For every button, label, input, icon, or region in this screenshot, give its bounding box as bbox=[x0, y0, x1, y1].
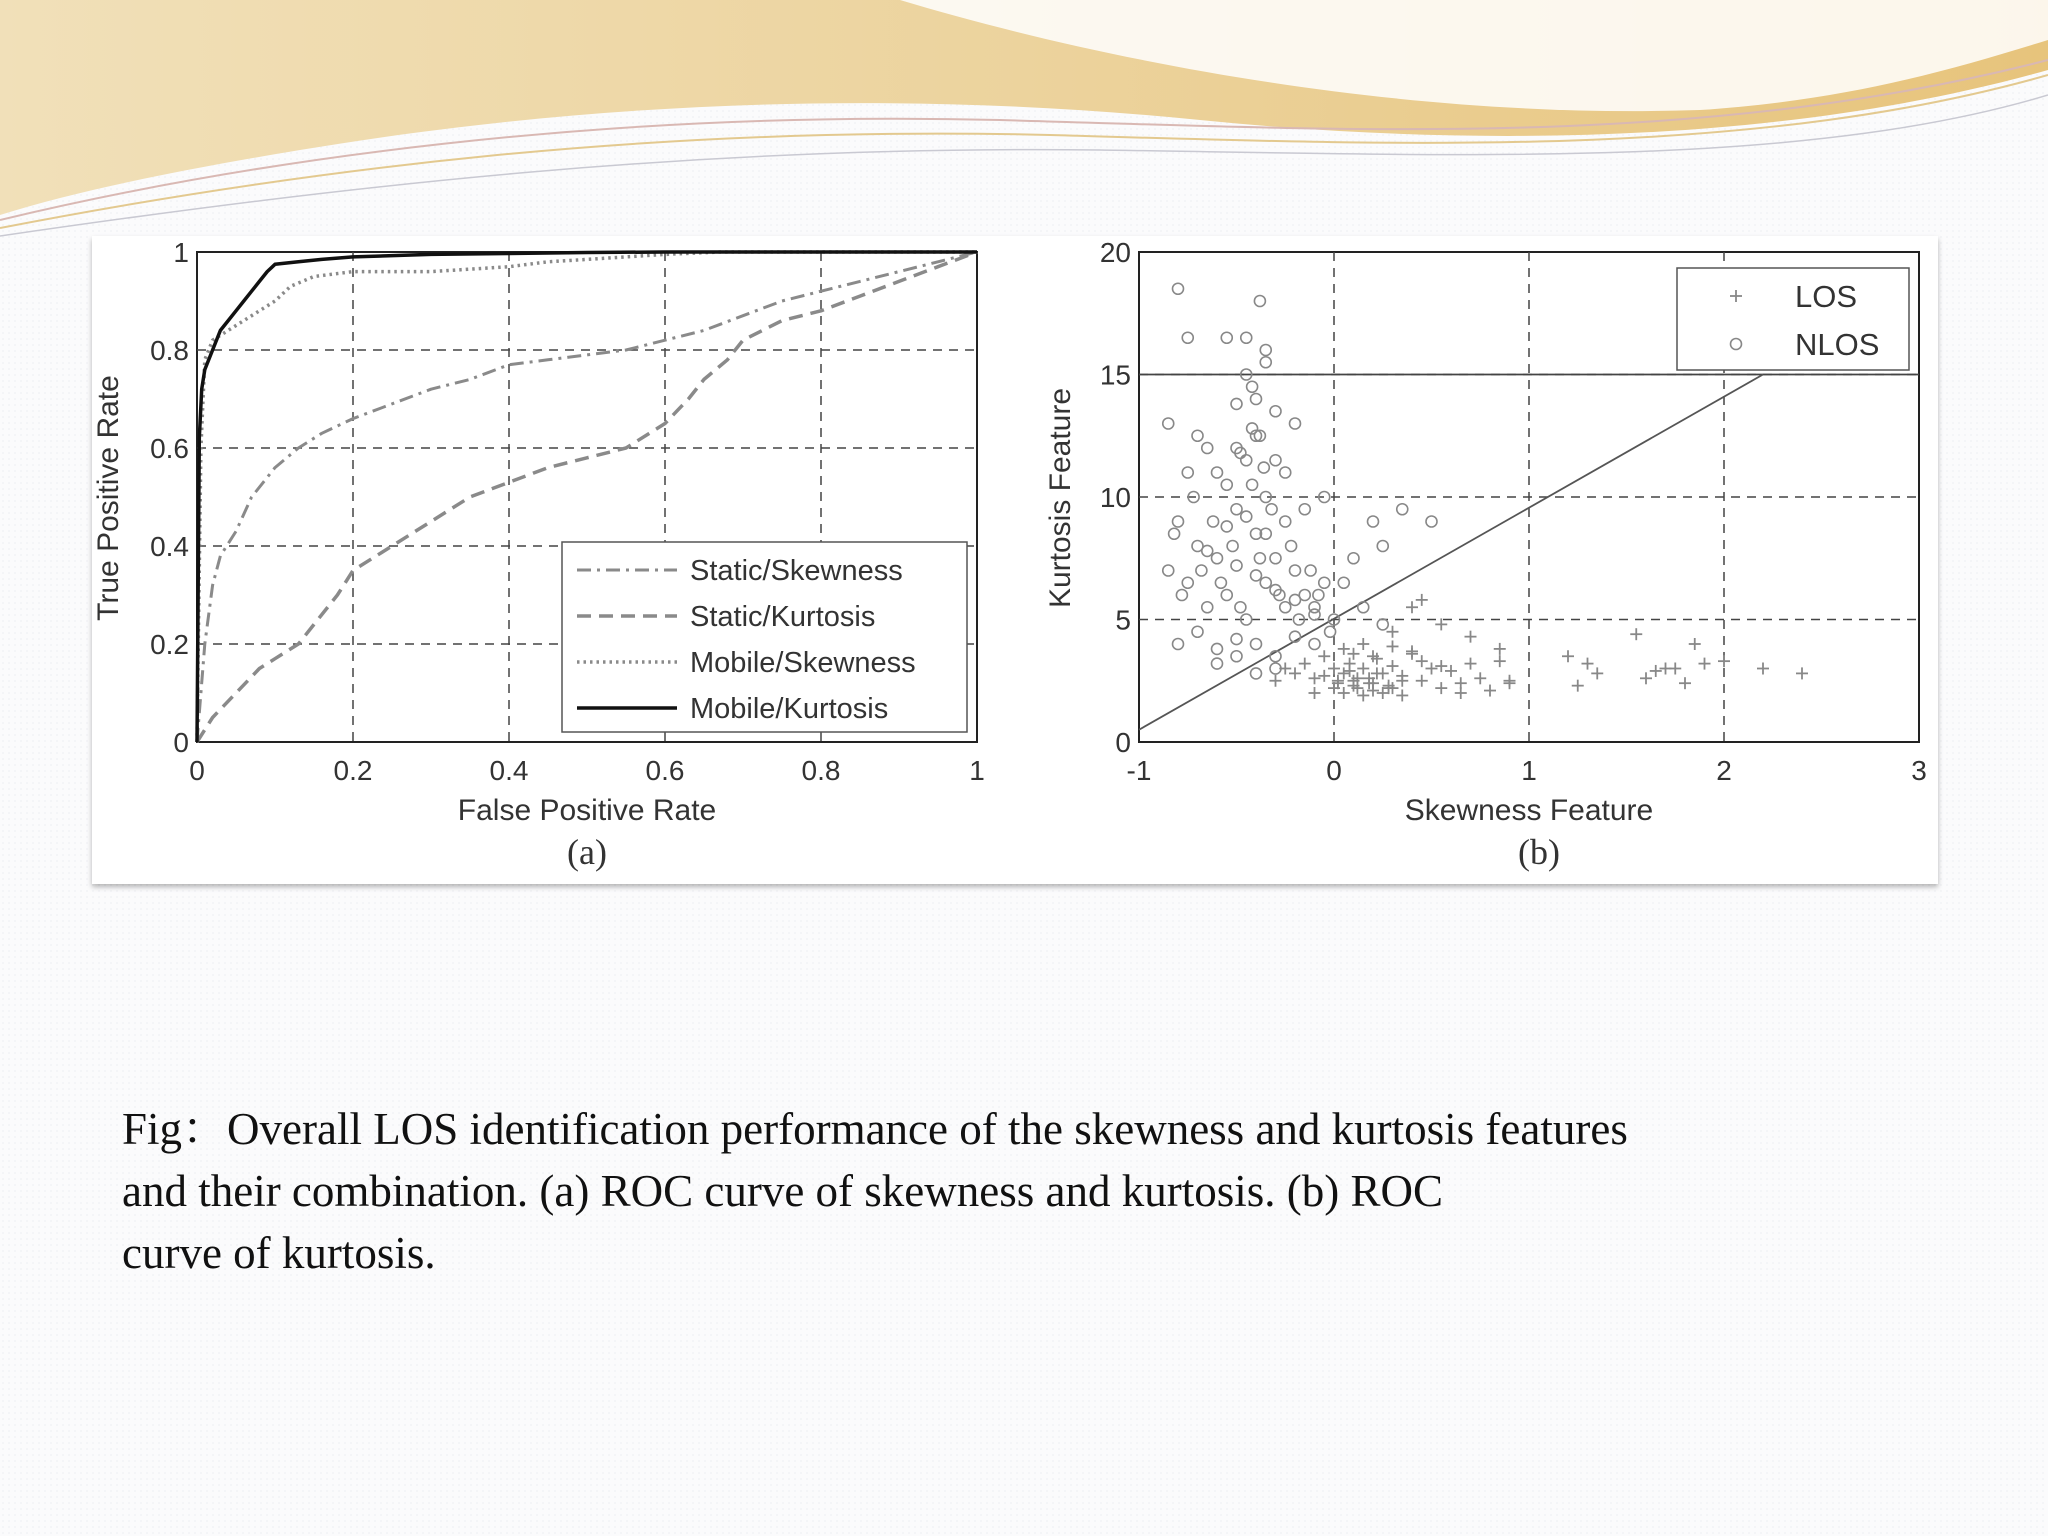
plot-a-xtick-label: 0.8 bbox=[801, 755, 841, 786]
figure-svg bbox=[92, 236, 1938, 884]
caption-line-2: and their combination. (a) ROC curve of skewness and kurtosis. (b) ROC bbox=[122, 1166, 1443, 1216]
roc-chart-a bbox=[92, 237, 985, 872]
plot-b-xtick-label: 3 bbox=[1911, 755, 1927, 786]
figure-panel bbox=[92, 236, 1938, 884]
plot-a-xlabel: False Positive Rate bbox=[457, 794, 717, 827]
plot-b-xtick-label: -1 bbox=[1126, 755, 1152, 786]
plot-b-xlabel: Skewness Feature bbox=[1404, 794, 1654, 827]
plot-b-ytick-label: 5 bbox=[1115, 604, 1131, 636]
plot-b-xtick-label: 0 bbox=[1326, 755, 1342, 786]
plot-b-ytick-label: 20 bbox=[1099, 237, 1131, 268]
legend-label-static-kurtosis: Static/Kurtosis bbox=[690, 601, 876, 633]
plot-b-ylabel: Kurtosis Feature bbox=[1044, 387, 1077, 609]
caption-line-3: curve of kurtosis. bbox=[122, 1228, 436, 1278]
plot-a-ytick-label: 0.8 bbox=[150, 335, 189, 366]
legend-label-mobile-skewness: Mobile/Skewness bbox=[690, 647, 916, 679]
plot-b-legend bbox=[1677, 268, 1909, 370]
figure-caption bbox=[122, 1098, 1922, 1284]
plot-a-xtick-label: 0.6 bbox=[645, 755, 685, 786]
plot-b-subfigure-label: (b) bbox=[1518, 832, 1560, 872]
plot-b-ytick-label: 10 bbox=[1099, 482, 1131, 513]
scatter-chart-b bbox=[1044, 237, 1927, 872]
plot-b-ytick-label: 15 bbox=[1099, 359, 1131, 391]
plot-a-xtick-label: 0 bbox=[189, 755, 205, 786]
decorative-header-swoosh bbox=[0, 0, 2048, 240]
plot-a-ylabel: True Positive Rate bbox=[92, 375, 125, 621]
plot-b-xtick-label: 2 bbox=[1716, 755, 1732, 786]
plot-a-ytick-label: 0.2 bbox=[150, 629, 189, 660]
plot-a-xtick-label: 0.4 bbox=[489, 755, 529, 786]
plot-a-xtick-label: 0.2 bbox=[333, 755, 373, 786]
plot-b-ytick-label: 0 bbox=[1115, 727, 1131, 758]
plot-a-xtick-label: 1 bbox=[969, 755, 985, 786]
plot-a-ytick-label: 0.6 bbox=[150, 433, 189, 464]
plot-a-ytick-label: 0 bbox=[173, 727, 189, 758]
legend-label-static-skewness: Static/Skewness bbox=[690, 555, 903, 587]
legend-label-nlos: NLOS bbox=[1795, 327, 1880, 362]
plot-a-subfigure-label: (a) bbox=[567, 832, 607, 872]
plot-b-xtick-label: 1 bbox=[1521, 755, 1537, 786]
caption-line-1: Fig：Overall LOS identification performance of the skewness and kurtosis features bbox=[122, 1104, 1628, 1154]
plot-a-ytick-label: 0.4 bbox=[150, 531, 189, 562]
plot-a-ytick-label: 1 bbox=[173, 237, 189, 268]
legend-label-los: LOS bbox=[1795, 279, 1858, 314]
plot-a-legend bbox=[562, 542, 967, 732]
legend-label-mobile-kurtosis: Mobile/Kurtosis bbox=[690, 693, 889, 725]
